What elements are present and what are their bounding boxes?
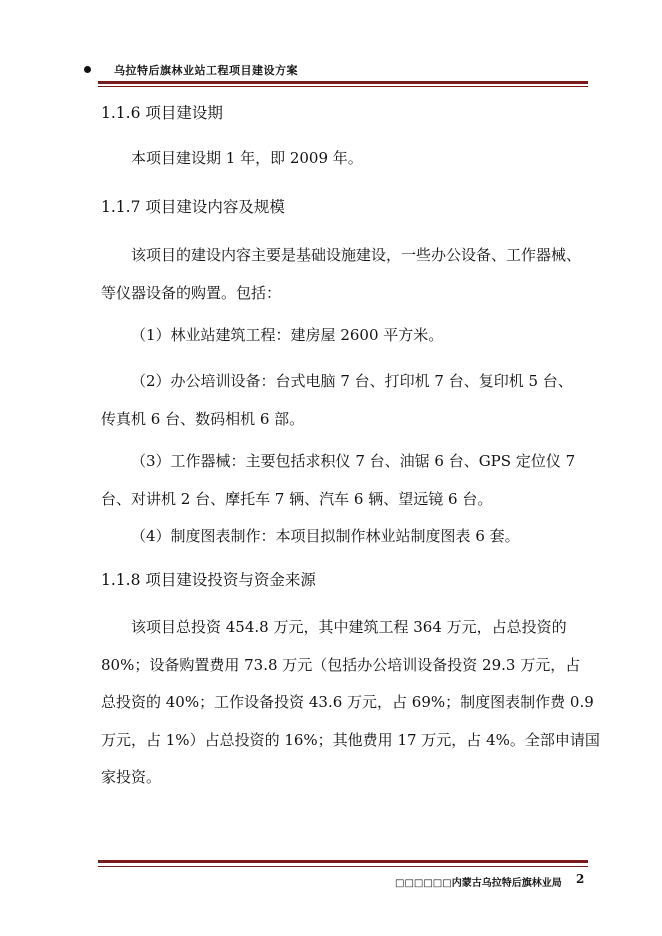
text-line: 台、对讲机 2 台、摩托车 7 辆、汽车 6 辆、望远镜 6 台。 (101, 489, 493, 508)
text-line: 总投资的 40%；工作设备投资 43.6 万元，占 69%；制度图表制作费 0.9 (101, 693, 594, 711)
footer-rule-thin (98, 866, 588, 867)
text-line: （3）工作器械：主要包括求积仪 7 台、油锯 6 台、GPS 定位仪 7 (131, 452, 576, 470)
text-line: 该项目的建设内容主要是基础设施建设，一些办公设备、工作器械、 (131, 246, 582, 264)
header-rule (98, 81, 588, 84)
text-line: （2）办公培训设备：台式电脑 7 台、打印机 7 台、复印机 5 台、 (131, 372, 573, 390)
section-heading-1-1-6: 1.1.6 项目建设期 (101, 104, 223, 122)
list-item-2 (101, 363, 591, 438)
text-line: 传真机 6 台、数码相机 6 部。 (101, 409, 305, 428)
page-header (84, 60, 588, 80)
section-heading-1-1-8: 1.1.8 项目建设投资与资金来源 (101, 571, 316, 589)
list-item-4 (131, 518, 621, 556)
page-number: 2 (576, 872, 585, 886)
text-line: 等仪器设备的购置。包括： (101, 283, 282, 302)
text-line: （1）林业站建筑工程：建房屋 2600 平方米。 (131, 326, 444, 344)
footer-organization: □□□□□□内蒙古乌拉特后旗林业局 (395, 878, 562, 889)
text-line: 家投资。 (101, 768, 162, 786)
paragraph-investment (101, 609, 600, 797)
text-line: （4）制度图表制作：本项目拟制作林业站制度图表 6 套。 (131, 527, 520, 545)
header-rule-thin (98, 86, 588, 87)
text-line: 该项目总投资 454.8 万元，其中建筑工程 364 万元，占总投资的 (131, 618, 567, 636)
list-item-1 (131, 317, 621, 355)
text-line: 80%；设备购置费用 73.8 万元（包括办公培训设备投资 29.3 万元，占 (101, 655, 581, 674)
text-line: 万元，占 1%）占总投资的 16%；其他费用 17 万元，占 4%。全部申请国 (101, 730, 600, 749)
section-heading-1-1-7: 1.1.7 项目建设内容及规模 (101, 198, 285, 216)
bullet-icon (84, 66, 91, 73)
paragraph-content-intro (101, 237, 591, 312)
header-title: 乌拉特后旗林业站工程项目建设方案 (114, 64, 298, 77)
footer-rule (98, 860, 588, 863)
text-line: 本项目建设期 1 年，即 2009 年。 (131, 149, 363, 167)
paragraph-construction-period (131, 140, 621, 178)
list-item-3 (101, 443, 591, 518)
